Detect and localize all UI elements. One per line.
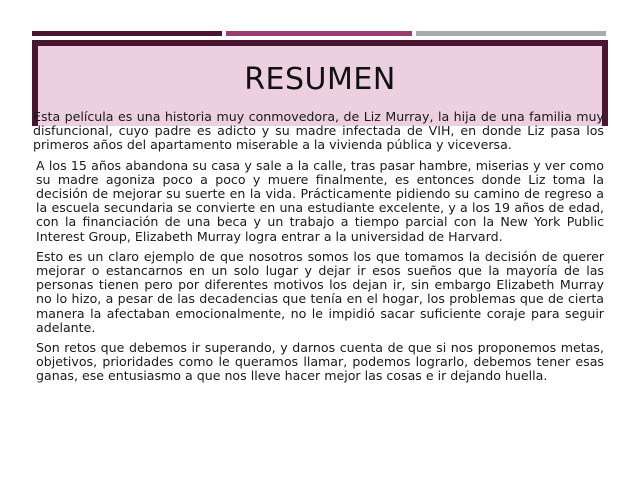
paragraph-1: Esta película es una historia muy conmovedora, de Liz Murray, la hija de una familia muy disfuncional, cuyo padre es adicto y su madre infectada de VIH, en donde Liz pasa los primeros años del apartamento miserable a la vivienda pública y viceversa. bbox=[33, 109, 604, 153]
accent-bar-magenta bbox=[226, 31, 412, 36]
paragraph-2: A los 15 años abandona su casa y sale a la calle, tras pasar hambre, miserias y ver como su madre agoniza poco a poco y muere finalmente, es entonces donde Liz toma la decisión de mejorar su suerte en la vida. Prácticamente pidiendo su camino de regreso a la escuela secundaria se convierte en una estudiante excelente, y a los 19 años de edad, con la financiación de una beca y un trabajo a tiempo parcial con la New York Public Interest Group, Elizabeth Murray logra entrar a la universidad de Harvard. bbox=[36, 157, 604, 244]
paragraph-4: Son retos que debemos ir superando, y darnos cuenta de que si nos proponemos metas, objetivos, prioridades como le queramos llamar, podemos lograrlo, debemos tener esas ganas, ese entusiasmo a que nos lleve hacer mejor las cosas e ir dejando huella. bbox=[36, 340, 604, 384]
paragraph-3: Esto es un claro ejemplo de que nosotros somos los que tomamos la decisión de querer mejorar o estancarnos en un solo lugar y dejar ir esos sueños que la mayoría de las personas tienen pero por diferentes motivos los dejan ir, sin embargo Elizabeth Murray no lo hizo, a pesar de las decadencias que tenía en el hogar, los problemas que de cierta manera la afectaban emocionalmente, no le impidió sacar suficiente coraje para seguir adelante. bbox=[36, 248, 604, 335]
accent-bar-dark bbox=[32, 31, 222, 36]
accent-bar-gray bbox=[416, 31, 606, 36]
slide-title: RESUMEN bbox=[244, 62, 396, 97]
slide-body bbox=[33, 109, 604, 390]
